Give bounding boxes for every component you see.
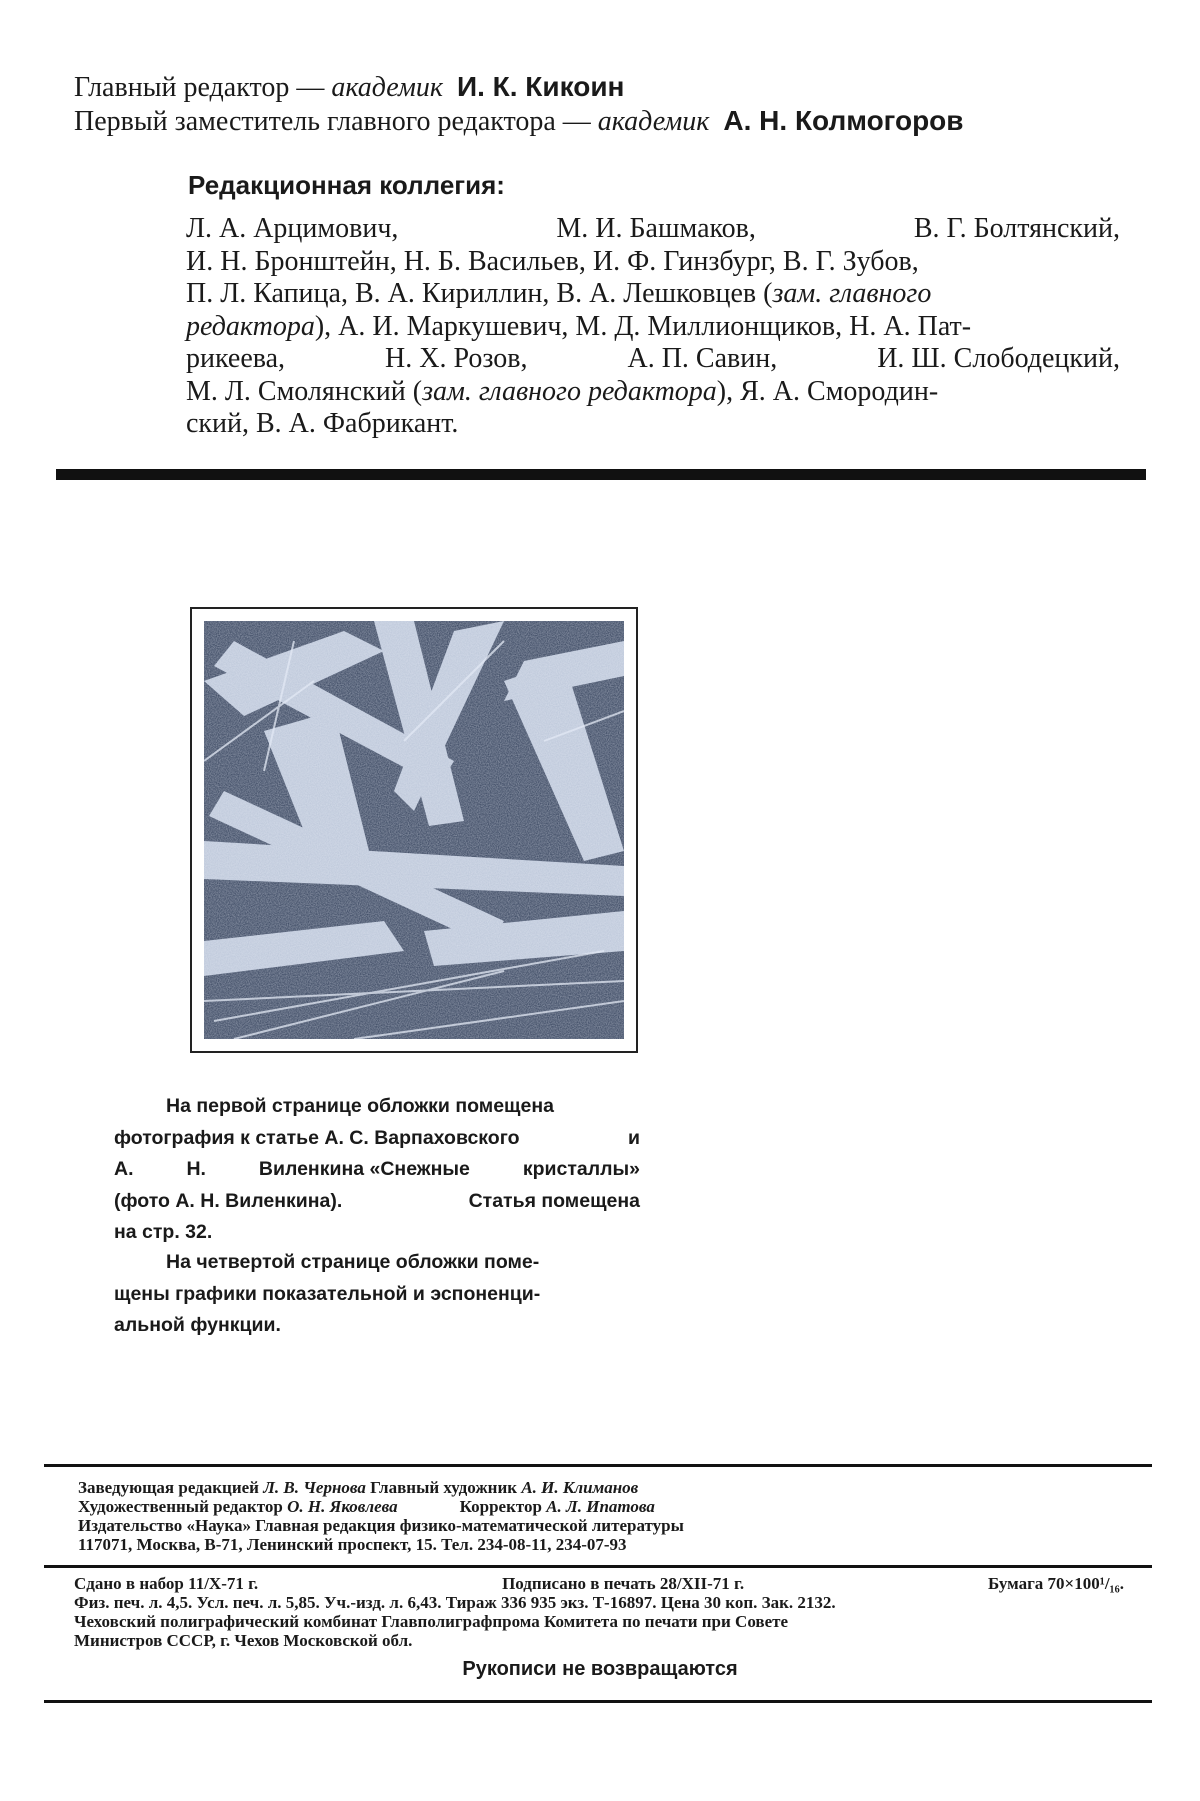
imprint-name: Л. В. Чернова bbox=[263, 1478, 366, 1497]
imprint-text: Подписано в печать 28/ХII-71 г. bbox=[502, 1574, 745, 1593]
board-line-text: ), Я. А. Смородин- bbox=[716, 375, 939, 407]
imprint-divider-middle bbox=[44, 1565, 1152, 1568]
caption-text: на стр. 32. bbox=[114, 1221, 213, 1243]
deputy-editor-line bbox=[74, 104, 964, 139]
thick-divider bbox=[56, 469, 1146, 480]
caption-line bbox=[114, 1123, 640, 1155]
deputy-editor-name: А. Н. Колмогоров bbox=[723, 105, 964, 136]
imprint-divider-top bbox=[44, 1464, 1152, 1467]
board-member: Л. А. Арцимович, bbox=[186, 213, 399, 244]
deputy-editor-title: академик bbox=[597, 106, 710, 137]
imprint-line bbox=[78, 1535, 898, 1554]
back-cover-caption bbox=[114, 1247, 640, 1342]
imprint-text: Корректор bbox=[459, 1497, 547, 1516]
imprint-line bbox=[74, 1574, 1124, 1593]
caption-text: (фото А. Н. Виленкина). bbox=[114, 1189, 343, 1212]
snow-crystals-photo bbox=[204, 621, 624, 1039]
board-line-1 bbox=[186, 213, 1120, 246]
board-member: А. П. Савин, bbox=[627, 343, 778, 374]
imprint-line bbox=[74, 1631, 1124, 1650]
board-member: рикеева, bbox=[186, 343, 286, 374]
caption-text: Н. bbox=[186, 1158, 206, 1180]
imprint-line bbox=[78, 1478, 898, 1497]
cover-photo-frame bbox=[190, 607, 638, 1053]
board-member: В. Г. Болтянский, bbox=[913, 213, 1120, 244]
deputy-role-italic: редактора bbox=[186, 310, 315, 342]
caption-line bbox=[114, 1217, 640, 1249]
caption-text: кристаллы» bbox=[522, 1158, 640, 1180]
deputy-role-italic: зам. главного редактора bbox=[422, 375, 717, 407]
caption-line bbox=[114, 1186, 640, 1218]
board-line-5 bbox=[186, 343, 1120, 376]
caption-text: На четвертой странице обложки поме- bbox=[166, 1251, 540, 1273]
imprint-line bbox=[78, 1497, 898, 1516]
board-line-text: ), А. И. Маркушевич, М. Д. Миллионщиков, Н. А. Пат- bbox=[314, 310, 972, 342]
imprint-text: Главный художник bbox=[365, 1478, 522, 1497]
bottom-divider bbox=[44, 1700, 1152, 1703]
board-line-text: М. Л. Смолянский ( bbox=[186, 375, 423, 407]
manuscripts-note: Рукописи не возвращаются bbox=[462, 1658, 738, 1680]
caption-text: альной функции. bbox=[114, 1314, 281, 1336]
caption-text: Виленкина «Снежные bbox=[258, 1158, 470, 1180]
imprint-line bbox=[74, 1593, 1124, 1612]
print-imprint bbox=[74, 1574, 1124, 1650]
caption-line bbox=[114, 1154, 640, 1186]
imprint-text: Чеховский полиграфический комбинат Главполиграфпрома Комитета по печати при Совете bbox=[74, 1612, 789, 1631]
caption-text: А. bbox=[114, 1158, 134, 1180]
imprint-text: Издательство «Наука» Главная редакция физико-математической литературы bbox=[78, 1516, 684, 1535]
caption-line bbox=[114, 1247, 640, 1279]
chief-editor-name: И. К. Кикоин bbox=[456, 71, 625, 102]
imprint-line bbox=[78, 1516, 898, 1535]
board-member: Н. Х. Розов, bbox=[385, 343, 528, 374]
board-line-text: П. Л. Капица, В. А. Кириллин, В. А. Лешковцев ( bbox=[186, 278, 773, 309]
caption-text: Статья помещена bbox=[468, 1189, 640, 1212]
imprint-text: Бумага 70×100¹/₁₆. bbox=[988, 1574, 1124, 1593]
imprint-text: 117071, Москва, В-71, Ленинский проспект, 15. Тел. 234-08-11, 234-07-93 bbox=[78, 1535, 627, 1554]
chief-editor-prefix: Главный редактор — bbox=[74, 72, 332, 103]
caption-text: На первой странице обложки помещена bbox=[166, 1095, 554, 1117]
imprint-text: Заведующая редакцией bbox=[78, 1478, 264, 1497]
caption-text: и bbox=[628, 1126, 640, 1149]
caption-text: фотография к статье А. С. Варпаховского bbox=[114, 1126, 520, 1149]
board-line-6 bbox=[186, 376, 1120, 409]
staff-imprint bbox=[78, 1478, 898, 1554]
board-line-2 bbox=[186, 246, 1120, 279]
chief-editor-title: академик bbox=[331, 72, 443, 103]
imprint-line bbox=[74, 1612, 1124, 1631]
imprint-text: Художественный редактор bbox=[78, 1497, 288, 1516]
board-line-3 bbox=[186, 278, 1120, 311]
board-member: М. И. Башмаков, bbox=[556, 213, 756, 244]
editorial-board-title: Редакционная коллегия: bbox=[188, 170, 505, 200]
chief-editor-line bbox=[74, 70, 624, 105]
imprint-text: Физ. печ. л. 4,5. Усл. печ. л. 5,85. Уч.-изд. л. 6,43. Тираж 336 935 экз. Т-16897. Цена 30 коп. Зак. 2132. bbox=[74, 1593, 836, 1612]
deputy-role-italic: зам. главного bbox=[772, 278, 932, 309]
imprint-name: А. Л. Ипатова bbox=[546, 1497, 655, 1516]
deputy-editor-prefix: Первый заместитель главного редактора — bbox=[74, 106, 598, 137]
imprint-text: Министров СССР, г. Чехов Московской обл. bbox=[74, 1631, 413, 1650]
imprint-name: О. Н. Яковлева bbox=[287, 1497, 398, 1516]
cover-caption bbox=[114, 1091, 640, 1249]
board-line-text: И. Н. Бронштейн, Н. Б. Васильев, И. Ф. Гинзбург, В. Г. Зубов, bbox=[186, 245, 919, 277]
board-line-4 bbox=[186, 311, 1120, 344]
caption-line bbox=[114, 1091, 640, 1123]
caption-line bbox=[114, 1310, 640, 1342]
board-line-7 bbox=[186, 408, 1120, 441]
caption-text: щены графики показательной и эспоненци- bbox=[114, 1282, 541, 1305]
board-member: И. Ш. Слободецкий, bbox=[877, 343, 1120, 374]
imprint-name: А. И. Климанов bbox=[521, 1478, 639, 1497]
editorial-board-list bbox=[186, 213, 1120, 441]
caption-line bbox=[114, 1279, 640, 1311]
imprint-text: Сдано в набор 11/Х-71 г. bbox=[74, 1574, 259, 1593]
board-line-text: ский, В. А. Фабрикант. bbox=[186, 408, 459, 439]
